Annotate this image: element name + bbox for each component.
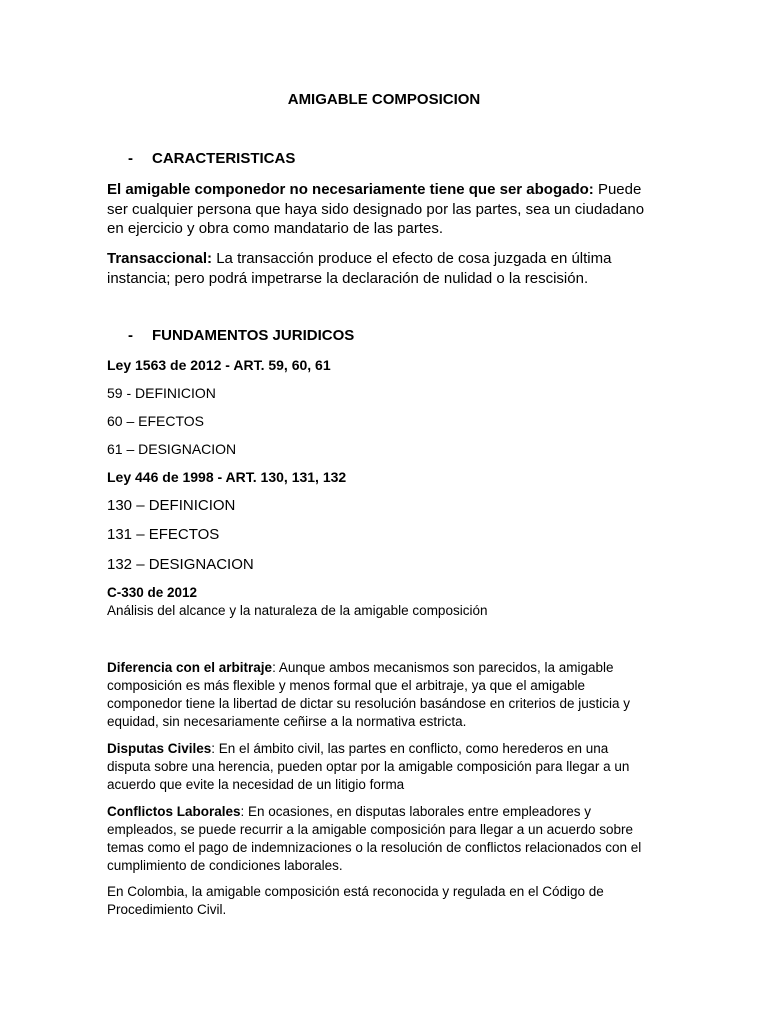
- law-reference-446: Ley 446 de 1998 - ART. 130, 131, 132: [107, 469, 347, 485]
- sentence-reference: C-330 de 2012: [107, 585, 198, 600]
- bullet-dash: -: [128, 327, 133, 344]
- paragraph-bold-lead: Disputas Civiles: [107, 741, 212, 756]
- paragraph-diferencia: [107, 659, 667, 731]
- section-heading-caracteristicas: [128, 150, 295, 167]
- paragraph-text: : En el ámbito civil, las partes en conflicto, como herederos en una: [211, 741, 609, 756]
- section-heading-text: FUNDAMENTOS JURIDICOS: [152, 327, 355, 344]
- paragraph-bold-lead: El amigable componedor no necesariamente tiene que ser abogado:: [107, 181, 594, 198]
- section-heading-fundamentos: [128, 327, 354, 344]
- paragraph-bold-lead: Transaccional:: [107, 250, 213, 267]
- law-reference-1563: Ley 1563 de 2012 - ART. 59, 60, 61: [107, 357, 331, 373]
- law-item: 130 – DEFINICION: [107, 497, 236, 514]
- law-item: 132 – DESIGNACION: [107, 556, 254, 573]
- paragraph-conflictos: [107, 803, 667, 875]
- paragraph-bold-lead: Conflictos Laborales: [107, 804, 241, 819]
- law-item: 59 - DEFINICION: [107, 385, 216, 401]
- paragraph-text: instancia; pero podrá impetrarse la declaración de nulidad o la rescisión.: [107, 269, 589, 287]
- paragraph-text: equidad, sin necesariamente ceñirse a la normativa estricta.: [107, 714, 467, 729]
- sentence-description: Análisis del alcance y la naturaleza de la amigable composición: [107, 603, 488, 618]
- law-item: 61 – DESIGNACION: [107, 441, 237, 457]
- paragraph-bold-lead: Diferencia con el arbitraje: [107, 660, 273, 675]
- law-item: 131 – EFECTOS: [107, 526, 220, 543]
- paragraph-text: : En ocasiones, en disputas laborales entre empleadores y: [240, 804, 591, 819]
- paragraph-text: composición es más flexible y menos formal que el arbitraje, ya que el amigable: [107, 678, 585, 693]
- paragraph-text: componedor tiene la libertad de dictar su resolución basándose en criterios de justicia y: [107, 696, 631, 711]
- paragraph-text: En Colombia, la amigable composición está reconocida y regulada en el Código de: [107, 884, 604, 899]
- law-item: 60 – EFECTOS: [107, 413, 205, 429]
- paragraph-text: disputa sobre una herencia, pueden optar por la amigable composición para llegar a un: [107, 759, 630, 774]
- paragraph-text: La transacción produce el efecto de cosa juzgada en última: [212, 250, 612, 267]
- paragraph-transaccional: [107, 249, 667, 288]
- bullet-dash: -: [128, 150, 133, 167]
- paragraph-text: empleados, se puede recurrir a la amigable composición para llegar a un acuerdo sobre: [107, 822, 634, 837]
- paragraph-text: en ejercicio y obra como mandatario de las partes.: [107, 220, 444, 237]
- paragraph-text: Procedimiento Civil.: [107, 902, 227, 917]
- paragraph-text: temas como el pago de indemnizaciones o la resolución de conflictos relacionados con el: [107, 840, 642, 855]
- section-heading-text: CARACTERISTICAS: [152, 150, 296, 167]
- paragraph-disputas: [107, 740, 667, 794]
- paragraph-text: ser cualquier persona que haya sido designado por las partes, sea un ciudadano: [107, 200, 645, 218]
- paragraph-text: Puede: [593, 181, 642, 198]
- paragraph-componedor: [107, 180, 667, 239]
- document-title: AMIGABLE COMPOSICION: [287, 91, 481, 108]
- paragraph-text: cumplimiento de condiciones laborales.: [107, 858, 343, 873]
- paragraph-colombia: [107, 883, 667, 919]
- paragraph-text: acuerdo que evite la necesidad de un litigio forma: [107, 777, 405, 792]
- paragraph-text: : Aunque ambos mecanismos son parecidos, la amigable: [272, 660, 614, 675]
